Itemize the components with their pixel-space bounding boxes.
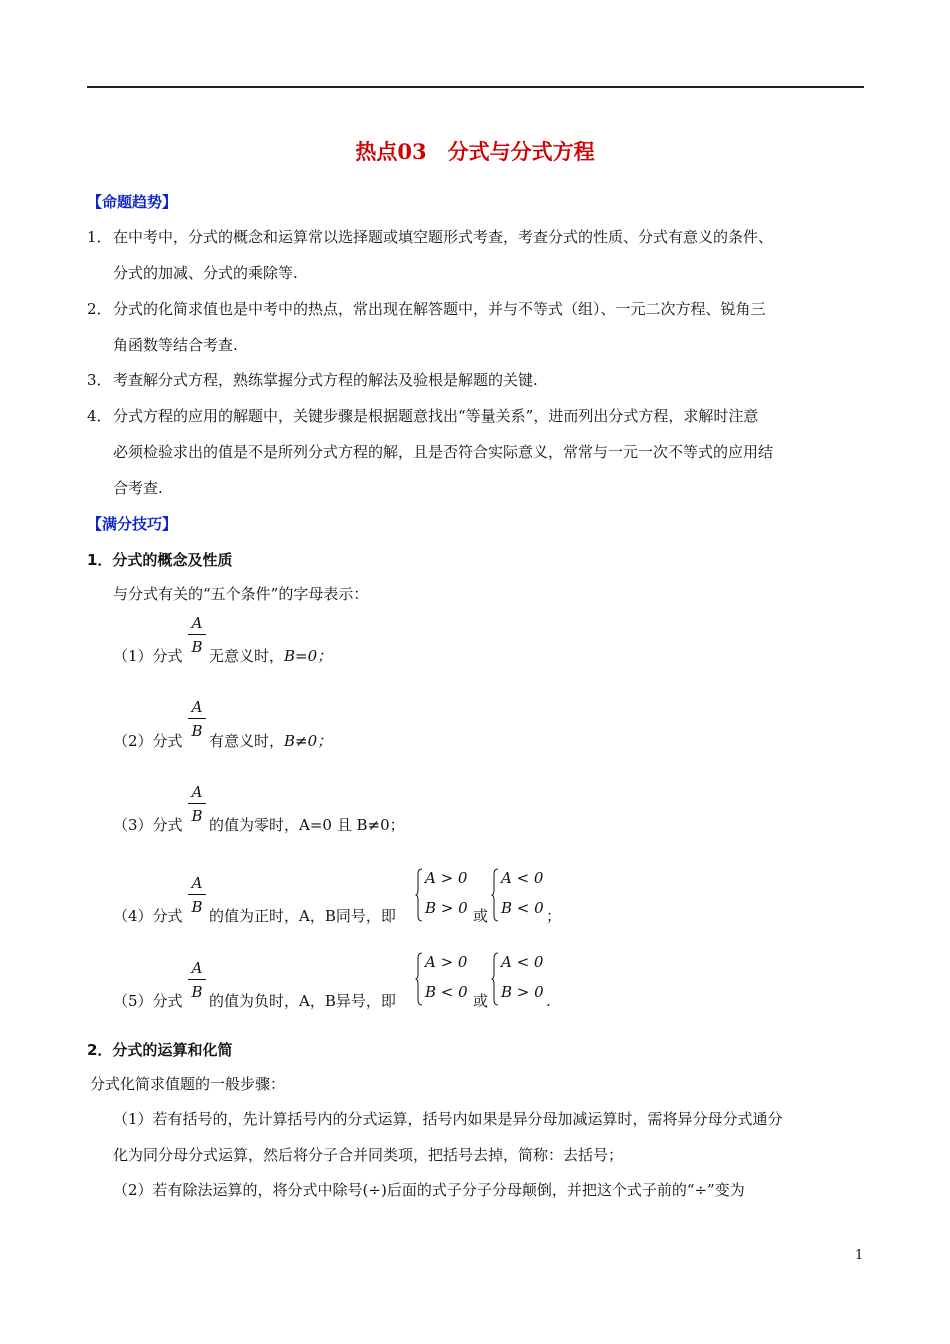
trend-header: 【命题趋势】 bbox=[87, 193, 178, 211]
frac-numerator: A bbox=[191, 783, 203, 801]
cond-4-prefix: （4）分式 bbox=[113, 907, 183, 925]
trend-item-3-num: 3． bbox=[87, 371, 112, 389]
sys-3-line-1: A > 0 bbox=[425, 953, 468, 971]
left-brace-icon bbox=[491, 868, 499, 922]
page-title: 热点03 分式与分式方程 bbox=[355, 139, 595, 164]
cond-4-end: ； bbox=[546, 907, 562, 925]
trend-item-1-line1: 在中考中，分式的概念和运算常以选择题或填空题形式考查，考查分式的性质、分式有意义的条件、 bbox=[113, 228, 774, 246]
header-rule bbox=[87, 86, 864, 88]
trend-item-4-num: 4． bbox=[87, 407, 112, 425]
trend-item-4-line2: 必须检验求出的值是不是所列分式方程的解，且是否符合实际意义，常常与一元一次不等式的应用结 bbox=[113, 443, 774, 461]
frac-numerator: A bbox=[191, 959, 203, 977]
sys-4-line-2: B > 0 bbox=[501, 983, 544, 1001]
cond-5-prefix: （5）分式 bbox=[113, 992, 183, 1010]
left-brace-icon bbox=[491, 952, 499, 1006]
left-brace-icon bbox=[415, 952, 423, 1006]
sys-4-line-1: A < 0 bbox=[501, 953, 544, 971]
or-word: 或 bbox=[473, 907, 489, 925]
trend-item-1-num: 1． bbox=[87, 228, 112, 246]
trend-item-2-line2: 角函数等结合考查. bbox=[113, 336, 238, 354]
cond-2-cond: B≠0； bbox=[284, 732, 333, 750]
step-1-line2: 化为同分母分式运算，然后将分子合并同类项，把括号去掉，简称：去括号； bbox=[113, 1146, 624, 1164]
cond-1-text bbox=[209, 646, 332, 666]
sys-1-line-2: B > 0 bbox=[425, 899, 468, 917]
frac-denominator: B bbox=[191, 638, 203, 656]
frac-numerator: A bbox=[191, 614, 203, 632]
trend-item-4-line1: 分式方程的应用的解题中，关键步骤是根据题意找出“等量关系”，进而列出分式方程，求解时注意 bbox=[113, 407, 759, 425]
frac-denominator: B bbox=[191, 898, 203, 916]
cond-4-desc: 的值为正时，A，B同号，即 bbox=[209, 907, 396, 925]
step-1-line1: （1）若有括号的，先计算括号内的分式运算，括号内如果是异分母加减运算时，需将异分母分式通分 bbox=[113, 1110, 783, 1128]
cond-1-desc: 无意义时， bbox=[209, 647, 285, 665]
frac-numerator: A bbox=[191, 874, 203, 892]
skills-header: 【满分技巧】 bbox=[87, 515, 178, 533]
cond-2-prefix: （2）分式 bbox=[113, 732, 183, 750]
section2-title: 2．分式的运算和化简 bbox=[87, 1041, 233, 1059]
cond-2-desc: 有意义时， bbox=[209, 732, 285, 750]
sys-2-line-2: B < 0 bbox=[501, 899, 544, 917]
frac-denominator: B bbox=[191, 722, 203, 740]
fraction-a-over-b bbox=[188, 873, 206, 917]
page-number: 1 bbox=[855, 1248, 864, 1263]
cond-5-desc: 的值为负时，A，B异号，即 bbox=[209, 992, 396, 1010]
cond-2-text bbox=[209, 731, 332, 751]
sys-1-line-1: A > 0 bbox=[425, 869, 468, 887]
cond-5-end: . bbox=[546, 992, 551, 1010]
cond-3-cond: A=0 且 B≠0； bbox=[299, 816, 405, 834]
frac-denominator: B bbox=[191, 807, 203, 825]
sys-2-line-1: A < 0 bbox=[501, 869, 544, 887]
or-word: 或 bbox=[473, 992, 489, 1010]
fraction-a-over-b bbox=[188, 958, 206, 1002]
step-2-line1: （2）若有除法运算的，将分式中除号(÷)后面的式子分子分母颠倒，并把这个式子前的“÷”变为 bbox=[113, 1181, 745, 1199]
section1-intro: 与分式有关的“五个条件”的字母表示： bbox=[113, 585, 369, 603]
cond-1-prefix: （1）分式 bbox=[113, 647, 183, 665]
cond-1-cond: B=0； bbox=[284, 647, 333, 665]
section2-intro: 分式化简求值题的一般步骤： bbox=[90, 1075, 286, 1093]
trend-item-3-line1: 考查解分式方程，熟练掌握分式方程的解法及验根是解题的关键. bbox=[113, 371, 538, 389]
trend-item-1-line2: 分式的加减、分式的乘除等. bbox=[113, 264, 298, 282]
trend-item-2-num: 2． bbox=[87, 300, 112, 318]
fraction-a-over-b bbox=[188, 697, 206, 741]
sys-3-line-2: B < 0 bbox=[425, 983, 468, 1001]
cond-3-text bbox=[209, 815, 405, 835]
frac-numerator: A bbox=[191, 698, 203, 716]
cond-3-prefix: （3）分式 bbox=[113, 816, 183, 834]
trend-item-2-line1: 分式的化简求值也是中考中的热点，常出现在解答题中，并与不等式（组）、一元二次方程、锐角三 bbox=[113, 300, 766, 318]
left-brace-icon bbox=[415, 868, 423, 922]
trend-item-4-line3: 合考查. bbox=[113, 479, 163, 497]
frac-denominator: B bbox=[191, 983, 203, 1001]
fraction-a-over-b bbox=[188, 613, 206, 657]
section1-title: 1．分式的概念及性质 bbox=[87, 551, 233, 569]
cond-3-desc: 的值为零时， bbox=[209, 816, 300, 834]
fraction-a-over-b bbox=[188, 782, 206, 826]
